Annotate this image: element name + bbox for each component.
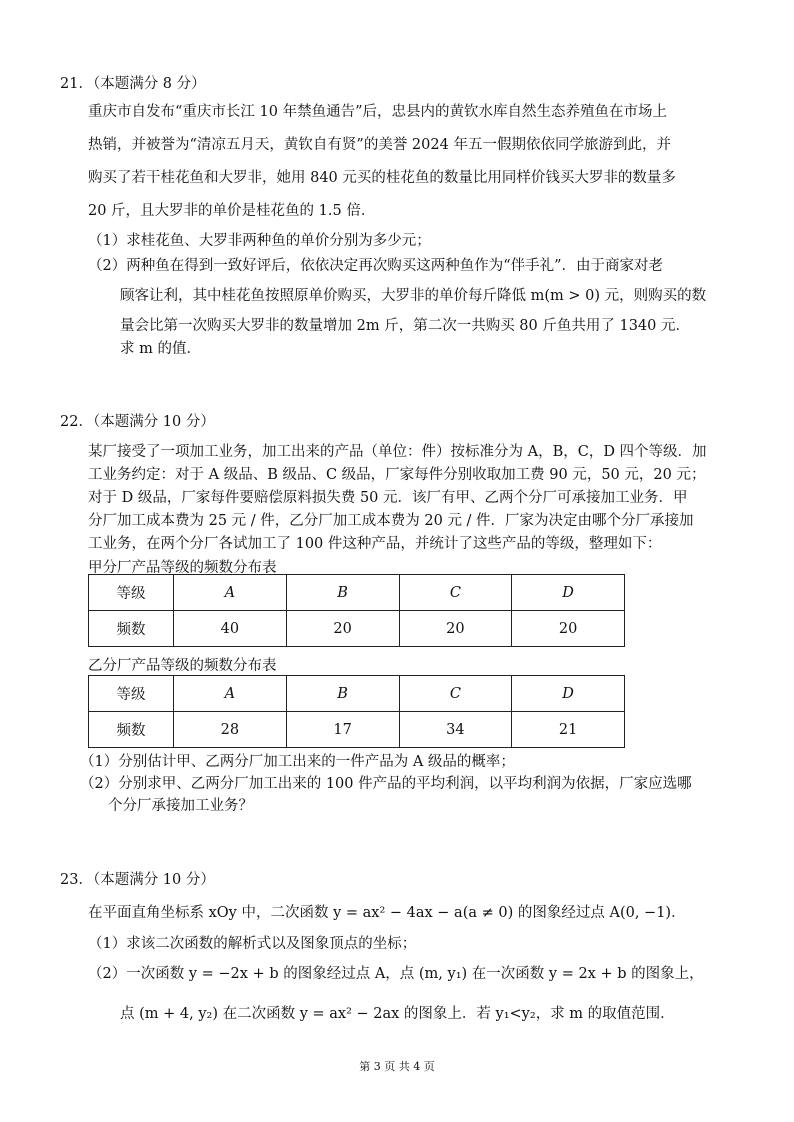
table-cell-count: 40: [174, 611, 287, 647]
table-cell-grade: B: [286, 676, 399, 712]
table-row-label: 频数: [89, 712, 174, 748]
q21-line-3: 购买了若干桂花鱼和大罗非，她用 840 元买的桂花鱼的数量比用同样价钱买大罗非的数量多: [88, 170, 676, 186]
table-cell-grade: B: [286, 575, 399, 611]
q22-subquestion-2-line-1: （2）分别求甲、乙两分厂加工出来的 100 件产品的平均利润，以平均利润为依据，厂家应选哪: [80, 776, 692, 792]
q23-subquestion-2-line-1: （2）一次函数 y = −2x + b 的图象经过点 A，点 (m, y₁) 在一次函数 y = 2x + b 的图象上，: [88, 966, 704, 982]
table-row: [89, 712, 625, 748]
q21-subquestion-1: （1）求桂花鱼、大罗非两种鱼的单价分别为多少元；: [88, 233, 431, 249]
frequency-table-b: [88, 675, 625, 748]
table-row-label: 等级: [89, 575, 174, 611]
q21-line-4: 20 斤，且大罗非的单价是桂花鱼的 1.5 倍．: [88, 203, 376, 219]
page-number-footer: 第 3 页 共 4 页: [359, 1060, 435, 1073]
table-b-caption: 乙分厂产品等级的频数分布表: [88, 658, 277, 674]
q23-subquestion-2-line-2: 点 (m + 4, y₂) 在二次函数 y = ax² − 2ax 的图象上．若 y₁<y₂，求 m 的取值范围．: [120, 1006, 675, 1022]
q21-line-1: 重庆市自发布“重庆市长江 10 年禁鱼通告”后，忠县内的黄钦水库自然生态养殖鱼在市场上: [88, 104, 667, 120]
table-cell-grade: C: [399, 575, 512, 611]
q21-line-2: 热销，并被誉为“清凉五月天，黄钦自有贤”的美誉 2024 年五一假期依依同学旅游到此，并: [88, 137, 671, 153]
table-row: [89, 676, 625, 712]
q23-header: 23．（本题满分 10 分）: [60, 872, 215, 888]
q21-subquestion-2-line-2: 顾客让利，其中桂花鱼按照原单价购买，大罗非的单价每斤降低 m(m > 0) 元，则购买的数: [120, 288, 707, 304]
table-cell-grade: D: [512, 676, 625, 712]
q23-subquestion-1: （1）求该二次函数的解析式以及图象顶点的坐标；: [88, 936, 417, 952]
table-row-label: 等级: [89, 676, 174, 712]
table-cell-grade: C: [399, 676, 512, 712]
q22-line-3: 对于 D 级品，厂家每件要赔偿原料损失费 50 元．该厂有甲、乙两个分厂可承接加工业务．甲: [88, 490, 688, 506]
table-cell-count: 20: [512, 611, 625, 647]
q23-intro: 在平面直角坐标系 xOy 中，二次函数 y = ax² − 4ax − a(a ≠ 0) 的图象经过点 A(0, −1)．: [88, 905, 686, 921]
table-cell-count: 20: [399, 611, 512, 647]
table-cell-count: 28: [174, 712, 287, 748]
table-cell-count: 34: [399, 712, 512, 748]
table-cell-grade: D: [512, 575, 625, 611]
table-row: [89, 575, 625, 611]
frequency-table-a: [88, 574, 625, 647]
q22-subquestion-2-line-2: 个分厂承接加工业务？: [108, 798, 253, 814]
q22-line-2: 工业务约定：对于 A 级品、B 级品、C 级品，厂家每件分别收取加工费 90 元，50 元，20 元；: [88, 467, 706, 483]
table-row-label: 频数: [89, 611, 174, 647]
q22-subquestion-1: （1）分别估计甲、乙两分厂加工出来的一件产品为 A 级品的概率；: [80, 754, 515, 770]
q21-subquestion-2-line-1: （2）两种鱼在得到一致好评后，依依决定再次购买这两种鱼作为“伴手礼”．由于商家对老: [88, 258, 664, 274]
table-cell-count: 20: [286, 611, 399, 647]
q21-header: 21．（本题满分 8 分）: [60, 76, 206, 92]
q21-subquestion-2-line-3: 量会比第一次购买大罗非的数量增加 2m 斤，第二次一共购买 80 斤鱼共用了 1340 元．: [120, 318, 690, 334]
q21-subquestion-2-line-4: 求 m 的值．: [120, 341, 201, 357]
table-cell-count: 21: [512, 712, 625, 748]
table-cell-count: 17: [286, 712, 399, 748]
q22-line-5: 工业务，在两个分厂各试加工了 100 件这种产品，并统计了这些产品的等级，整理如下：: [88, 536, 662, 552]
q22-header: 22．（本题满分 10 分）: [60, 414, 215, 430]
q22-line-1: 某厂接受了一项加工业务，加工出来的产品（单位：件）按标准分为 A，B，C，D 四个等级．加: [88, 444, 707, 460]
table-a-caption: 甲分厂产品等级的频数分布表: [88, 560, 277, 576]
q22-line-4: 分厂加工成本费为 25 元 / 件，乙分厂加工成本费为 20 元 / 件．厂家为决定由哪个分厂承接加: [88, 513, 694, 529]
table-cell-grade: A: [174, 575, 287, 611]
table-row: [89, 611, 625, 647]
table-cell-grade: A: [174, 676, 287, 712]
